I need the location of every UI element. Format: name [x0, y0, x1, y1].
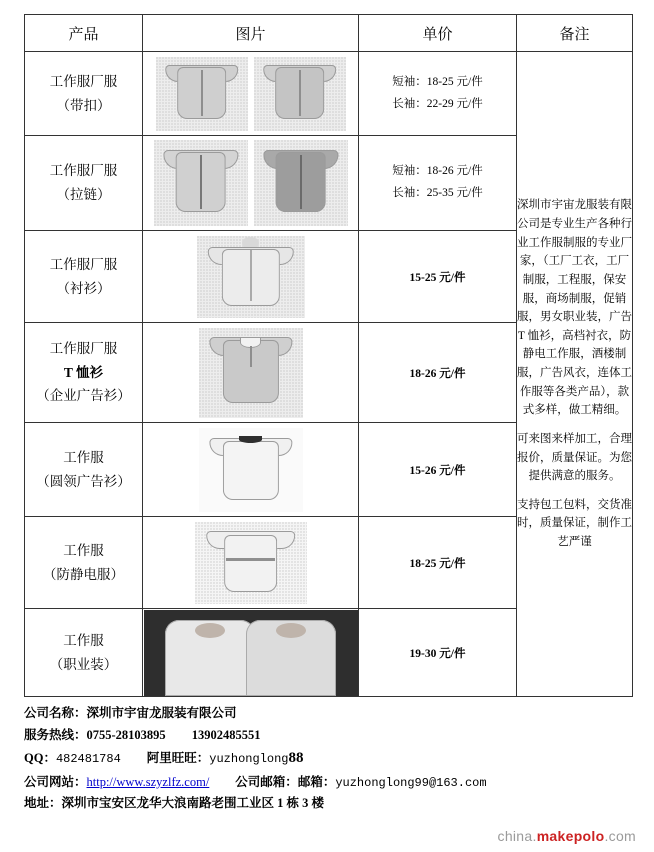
product-name-line: T 恤衫 [63, 364, 104, 380]
product-photo [156, 57, 248, 131]
product-image-cell [143, 323, 359, 423]
address-value: 深圳市宝安区龙华大浪南路老围工业区 1 栋 3 楼 [61, 796, 325, 811]
column-header-note: 备注 [517, 15, 633, 52]
footer-address-row [24, 793, 634, 815]
product-image-cell [143, 136, 359, 231]
price-cell [359, 323, 517, 423]
footer-im-row [24, 746, 634, 772]
product-name-cell [25, 52, 143, 136]
price-cell [359, 52, 517, 136]
product-name-cell [25, 517, 143, 609]
hotline-value-secondary: 13902485551 [191, 727, 261, 742]
price-line: 15-26 元/件 [409, 464, 466, 477]
price-cell [359, 423, 517, 517]
product-photo [199, 428, 303, 512]
email-label-secondary: 邮箱： [297, 774, 336, 789]
price-line: 短袖：18-26 元/件 [392, 165, 483, 178]
product-name-line: （拉链） [56, 187, 111, 202]
footer-hotline-row [24, 725, 634, 747]
product-name-line: 工作服 [63, 632, 104, 648]
qq-label: QQ： [24, 751, 56, 765]
product-name-line: 工作服厂服 [49, 73, 118, 89]
product-name-cell [25, 136, 143, 231]
column-header-price: 单价 [359, 15, 517, 52]
note-paragraph: 深圳市宇宙龙服装有限公司是专业生产各种行业工作服制服的专业厂家，（工厂工衣，工厂制服，工程服，保安服，商场制服，促销服，男女职业装，广告 T 恤衫，高档衬衣，防静电工作服，酒楼制服，广告风衣，连体工作服等各类产品），款式多样，做工精细。 [517, 199, 632, 417]
product-photo [254, 57, 346, 131]
table-body [25, 52, 633, 697]
product-name-line: （企业广告衫） [36, 388, 131, 404]
price-cell [359, 231, 517, 323]
price-line: 18-25 元/件 [409, 557, 466, 570]
product-name-line: （职业装） [49, 656, 118, 672]
company-value: 深圳市宇宙龙服装有限公司 [86, 706, 237, 720]
product-name-cell [25, 423, 143, 517]
price-line: 长袖：25-35 元/件 [392, 187, 483, 199]
watermark-brand: makepolo [536, 828, 605, 844]
price-line: 19-30 元/件 [409, 647, 466, 660]
product-name-cell [25, 609, 143, 697]
footer-web-row [24, 772, 634, 794]
hotline-value: 0755-28103895 [86, 727, 166, 742]
product-photo [195, 522, 307, 604]
watermark-suffix: .com [604, 828, 636, 844]
column-header-product: 产品 [25, 15, 143, 52]
note-paragraph: 可来图来样加工，合理报价，质量保证。为您提供满意的服务。 [517, 432, 632, 483]
price-cell [359, 136, 517, 231]
wangwang-label: 阿里旺旺： [146, 751, 210, 765]
product-photo [154, 140, 248, 226]
footer-company-row [24, 703, 634, 725]
product-photo [197, 236, 305, 318]
table-header-row [25, 15, 633, 52]
product-price-table [24, 14, 633, 697]
note-paragraph: 支持包工包料，交货准时，质量保证，制作工艺严谨 [517, 498, 632, 548]
watermark-prefix: china. [497, 828, 537, 844]
price-line: 18-26 元/件 [409, 367, 466, 380]
website-label: 公司网站： [24, 774, 87, 789]
wangwang-suffix: 88 [288, 750, 304, 766]
product-image-cell [143, 517, 359, 609]
product-name-line: （衬衫） [56, 280, 111, 296]
qq-value: 482481784 [55, 752, 121, 766]
product-photo [199, 328, 303, 418]
email-value: yuzhonglong99@163.com [335, 775, 487, 790]
price-line: 短袖：18-25 元/件 [392, 75, 483, 88]
company-label: 公司名称： [24, 706, 87, 720]
product-name-line: 工作服 [63, 449, 104, 465]
price-line: 15-25 元/件 [409, 271, 466, 284]
website-link[interactable]: http://www.szyzlfz.com/ [86, 774, 210, 789]
product-name-line: （圆领广告衫） [36, 473, 131, 489]
product-name-line: （防静电服） [43, 566, 124, 582]
product-photo [254, 140, 348, 226]
address-label: 地址： [24, 796, 62, 811]
product-image-cell [143, 423, 359, 517]
price-line: 长袖：22-29 元/件 [392, 97, 483, 110]
product-name-cell [25, 323, 143, 423]
product-name-line: （带扣） [56, 97, 111, 113]
product-name-cell [25, 231, 143, 323]
hotline-label: 服务热线： [24, 727, 87, 742]
product-image-cell [143, 609, 359, 697]
product-name-line: 工作服 [63, 542, 104, 558]
product-name-line: 工作服厂服 [49, 341, 118, 357]
site-watermark [498, 828, 636, 844]
notes-cell [517, 52, 633, 697]
footer-contact-block [24, 703, 634, 815]
product-name-line: 工作服厂服 [49, 256, 118, 272]
table-header [25, 15, 633, 52]
wangwang-value: yuzhonglong [209, 752, 289, 766]
product-image-cell [143, 231, 359, 323]
email-label: 公司邮箱： [235, 774, 298, 789]
product-image-cell [143, 52, 359, 136]
price-cell [359, 517, 517, 609]
table-row [25, 52, 633, 136]
price-cell [359, 609, 517, 697]
product-photo [144, 610, 358, 696]
column-header-image: 图片 [143, 15, 359, 52]
product-name-line: 工作服厂服 [49, 163, 118, 179]
